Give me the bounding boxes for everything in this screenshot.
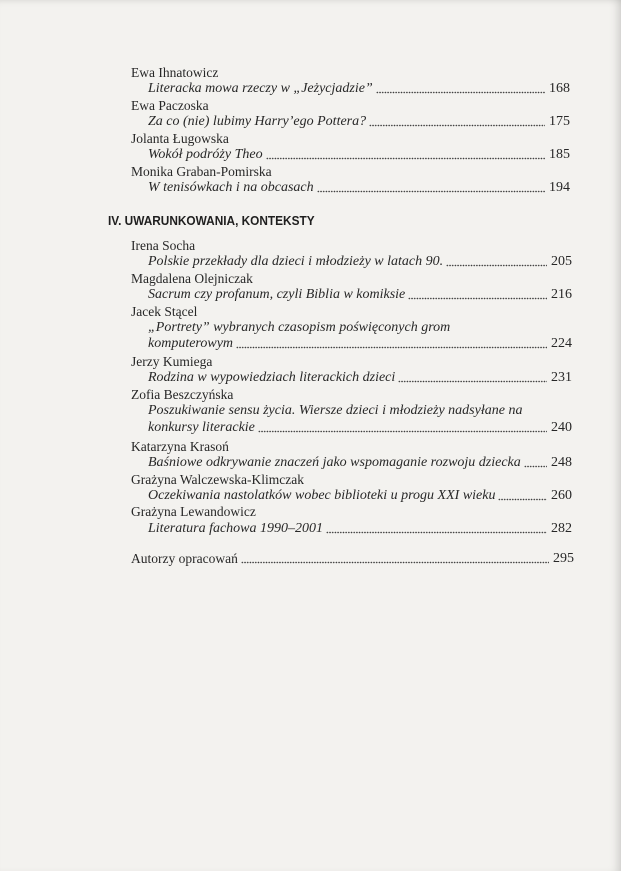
toc-title: Literacka mowa rzeczy w „Jeżycjadzie” xyxy=(148,81,373,96)
toc-entry xyxy=(148,253,572,270)
toc-entry xyxy=(148,335,572,352)
toc-entry xyxy=(148,113,570,130)
toc-title-line: „Portrety” wybranych czasopism poświęconych grom xyxy=(148,320,451,335)
toc-entry xyxy=(148,369,572,386)
toc-page-number: 260 xyxy=(551,488,572,503)
dot-leader xyxy=(317,190,545,193)
dot-leader xyxy=(446,264,547,267)
toc-page-number: 231 xyxy=(551,370,572,385)
toc-title: Baśniowe odkrywanie znaczeń jako wspomaganie rozwoju dziecka xyxy=(148,455,521,470)
toc-page-number: 224 xyxy=(551,336,572,351)
toc-author: Magdalena Olejniczak xyxy=(131,271,253,286)
toc-entry xyxy=(148,80,570,97)
toc-author: Grażyna Lewandowicz xyxy=(131,504,256,519)
toc-closing-label: Autorzy opracowań xyxy=(131,551,238,566)
toc-page-number: 248 xyxy=(551,455,572,470)
dot-leader xyxy=(258,430,547,433)
toc-title: Literatura fachowa 1990–2001 xyxy=(148,521,324,536)
toc-author: Ewa Ihnatowicz xyxy=(131,65,219,80)
toc-page-number: 194 xyxy=(549,180,570,195)
dot-leader xyxy=(524,465,547,468)
toc-title: W tenisówkach i na obcasach xyxy=(148,180,314,195)
toc-entry xyxy=(148,487,572,504)
toc-page-number: 282 xyxy=(551,521,572,536)
toc-entry xyxy=(148,286,572,303)
toc-author: Jolanta Ługowska xyxy=(131,131,229,146)
dot-leader xyxy=(498,498,547,501)
dot-leader xyxy=(369,124,545,127)
toc-entry xyxy=(148,179,570,196)
toc-page-number: 205 xyxy=(551,254,572,269)
toc-page-number: 185 xyxy=(549,147,570,162)
toc-author: Ewa Paczoska xyxy=(131,98,209,113)
dot-leader xyxy=(266,157,545,160)
toc-entry xyxy=(148,520,572,537)
toc-author: Jerzy Kumiega xyxy=(131,354,213,369)
toc-page-number: 168 xyxy=(549,81,570,96)
toc-author: Monika Graban-Pomirska xyxy=(131,164,272,179)
toc-entry xyxy=(148,419,572,436)
dot-leader xyxy=(236,346,547,349)
toc-page-number: 175 xyxy=(549,114,570,129)
toc-author: Jacek Stącel xyxy=(131,304,198,319)
toc-page-number: 295 xyxy=(553,551,574,566)
toc-title: Wokół podróży Theo xyxy=(148,147,263,162)
toc-title: komputerowym xyxy=(148,336,234,351)
toc-author: Zofia Beszczyńska xyxy=(131,387,234,402)
toc-title: Sacrum czy profanum, czyli Biblia w komiksie xyxy=(148,287,406,302)
toc-title-line: Poszukiwanie sensu życia. Wiersze dzieci i młodzieży nadsyłane na xyxy=(148,403,523,418)
toc-title: Oczekiwania nastolatków wobec biblioteki u progu XXI wieku xyxy=(148,488,496,503)
toc-entry xyxy=(148,146,570,163)
dot-leader xyxy=(398,380,547,383)
toc-title: Za co (nie) lubimy Harry’ego Pottera? xyxy=(148,114,367,129)
toc-author: Katarzyna Krasoń xyxy=(131,439,229,454)
toc-page-number: 216 xyxy=(551,287,572,302)
dot-leader xyxy=(376,91,545,94)
section-heading: IV. UWARUNKOWANIA, KONTEKSTY xyxy=(108,213,315,228)
toc-closing-entry xyxy=(131,550,574,567)
toc-title: Rodzina w wypowiedziach literackich dzieci xyxy=(148,370,396,385)
toc-title: konkursy literackie xyxy=(148,420,255,435)
toc-page-number: 240 xyxy=(551,420,572,435)
dot-leader xyxy=(241,561,549,564)
dot-leader xyxy=(408,297,547,300)
dot-leader xyxy=(326,531,547,534)
toc-author: Irena Socha xyxy=(131,238,196,253)
toc-title: Polskie przekłady dla dzieci i młodzieży w latach 90. xyxy=(148,254,444,269)
toc-entry xyxy=(148,454,572,471)
toc-author: Grażyna Walczewska-Klimczak xyxy=(131,472,304,487)
